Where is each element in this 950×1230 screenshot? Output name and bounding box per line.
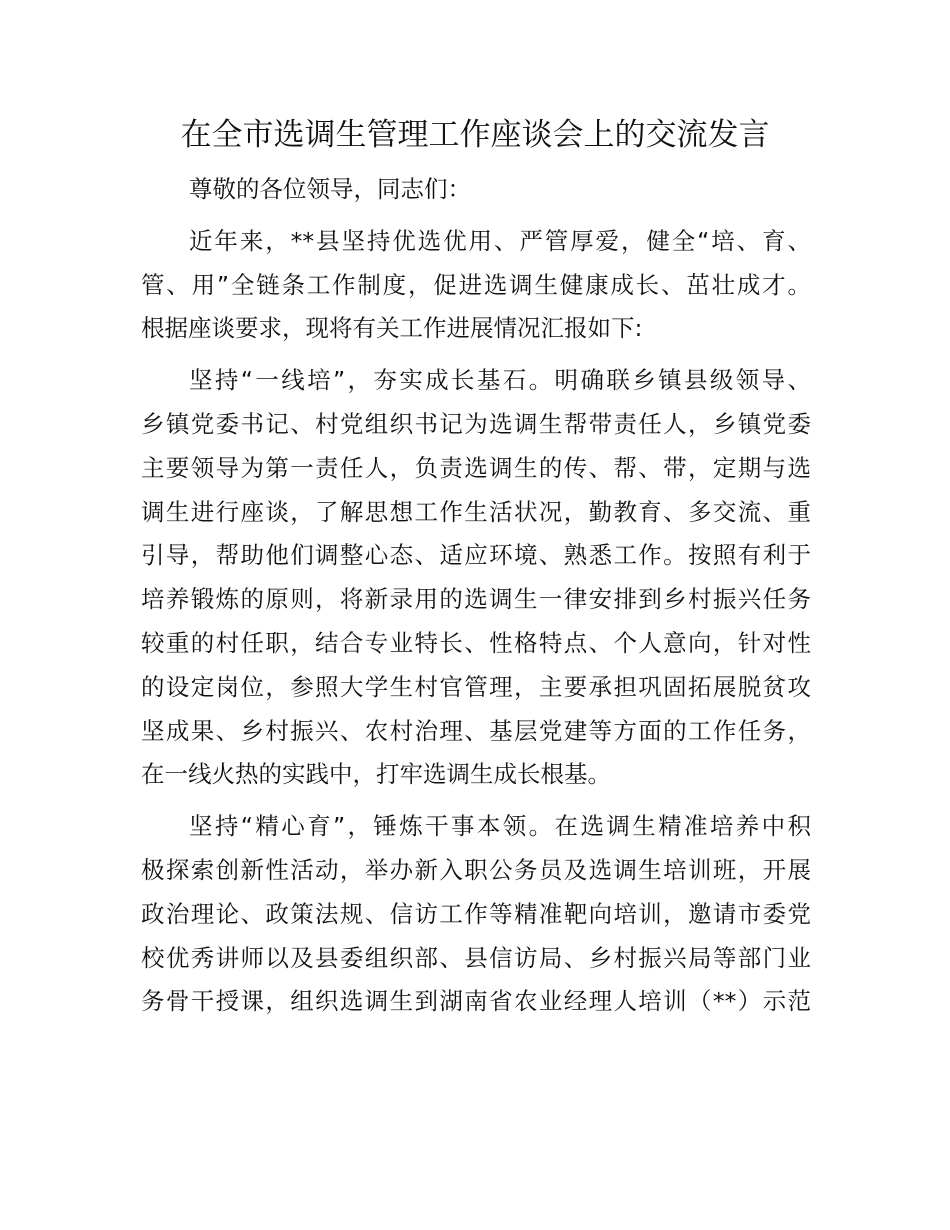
paragraph-3-line-1: 坚持“精心育”，锤炼干事本领。在选调生精准培养中积 [189,812,811,841]
paragraph-3-line-5: 务骨干授课，组织选调生到湖南省农业经理人培训（**）示范 [141,987,811,1016]
document-body [141,168,811,1024]
paragraph-2-line-2: 乡镇党委书记、村党组织书记为选调生帮带责任人，乡镇党委 [141,409,811,438]
paragraph-1-line-1: 近年来，**县坚持优选优用、严管厚爱，健全“培、育、 [189,226,811,255]
paragraph-2-line-7: 较重的村任职，结合专业特长、性格特点、个人意向，针对性 [141,628,811,657]
paragraph-1-line-2: 管、用”全链条工作制度，促进选调生健康成长、茁壮成才。 [141,270,811,299]
paragraph-3-line-4: 校优秀讲师以及县委组织部、县信访局、乡村振兴局等部门业 [141,943,811,972]
salutation: 尊敬的各位领导，同志们： [189,175,471,203]
paragraph-2-line-9: 坚成果、乡村振兴、农村治理、基层党建等方面的工作任务， [141,716,811,745]
paragraph-2-line-4: 调生进行座谈，了解思想工作生活状况，勤教育、多交流、重 [141,497,811,526]
document-title: 在全市选调生管理工作座谈会上的交流发言 [180,117,770,153]
paragraph-3-line-3: 政治理论、政策法规、信访工作等精准靶向培训，邀请市委党 [141,899,811,928]
paragraph-2-line-3: 主要领导为第一责任人，负责选调生的传、帮、带，定期与选 [141,453,811,482]
paragraph-2-line-5: 引导，帮助他们调整心态、适应环境、熟悉工作。按照有利于 [141,541,811,570]
paragraph-2-line-6: 培养锻炼的原则，将新录用的选调生一律安排到乡村振兴任务 [141,585,811,614]
paragraph-2-line-8: 的设定岗位，参照大学生村官管理，主要承担巩固拓展脱贫攻 [141,672,811,701]
paragraph-3-line-2: 极探索创新性活动，举办新入职公务员及选调生培训班，开展 [141,855,811,884]
paragraph-1-line-3: 根据座谈要求，现将有关工作进展情况汇报如下: [141,314,643,343]
paragraph-2-line-10: 在一线火热的实践中，打牢选调生成长根基。 [141,760,611,789]
paragraph-2-line-1: 坚持“一线培”，夯实成长基石。明确联乡镇县级领导、 [189,366,811,395]
